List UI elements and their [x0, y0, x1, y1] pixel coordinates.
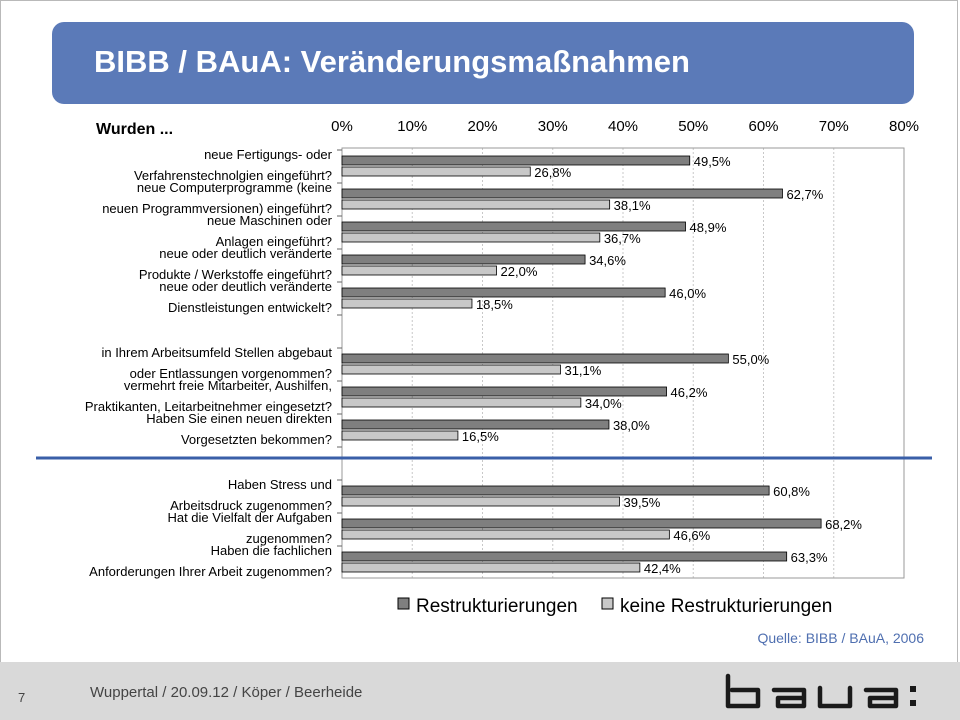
legend-label: Restrukturierungen: [416, 596, 578, 617]
footer-text: Wuppertal / 20.09.12 / Köper / Beerheide: [90, 684, 363, 701]
bar-restrukturierungen: [342, 222, 686, 231]
bar-restrukturierungen: [342, 189, 782, 198]
category-label: Produkte / Werkstoffe eingeführt?: [138, 267, 332, 282]
data-label: 36,7%: [603, 231, 641, 246]
category-label: Dienstleistungen entwickelt?: [167, 300, 332, 315]
source-note: Quelle: BIBB / BAuA, 2006: [757, 630, 924, 646]
category-label: neue Fertigungs- oder: [204, 147, 332, 162]
bar-restrukturierungen: [342, 255, 585, 264]
bar-keine-restrukturierungen: [342, 365, 560, 374]
x-tick-label: 80%: [888, 118, 920, 135]
bar-keine-restrukturierungen: [342, 497, 619, 506]
data-label: 55,0%: [732, 352, 770, 367]
category-label: in Ihrem Arbeitsumfeld Stellen abgebaut: [101, 345, 332, 360]
data-label: 46,0%: [669, 286, 707, 301]
bar-keine-restrukturierungen: [342, 167, 530, 176]
chart-title: Wurden ...: [96, 121, 174, 138]
data-label: 34,0%: [584, 396, 622, 411]
category-label: zugenommen?: [246, 531, 332, 546]
data-label: 26,8%: [534, 165, 572, 180]
data-label: 18,5%: [475, 297, 513, 312]
data-label: 38,0%: [612, 418, 650, 433]
category-label: Haben Sie einen neuen direkten: [146, 411, 332, 426]
x-tick-label: 60%: [748, 118, 779, 135]
category-label: Anforderungen Ihrer Arbeit zugenommen?: [89, 564, 332, 579]
page-number: 7: [18, 690, 26, 705]
category-label: vermehrt freie Mitarbeiter, Aushilfen,: [123, 378, 332, 393]
category-label: oder Entlassungen vorgenommen?: [129, 366, 332, 381]
data-label: 42,4%: [643, 561, 681, 576]
x-tick-label: 30%: [537, 118, 568, 135]
data-label: 48,9%: [689, 220, 727, 235]
x-tick-label: 20%: [467, 118, 498, 135]
data-label: 68,2%: [825, 517, 862, 532]
data-label: 31,1%: [564, 363, 602, 378]
x-tick-label: 40%: [607, 118, 639, 135]
category-label: neuen Programmversionen) eingeführt?: [102, 201, 332, 216]
bar-keine-restrukturierungen: [342, 530, 669, 539]
page-title: BIBB / BAuA: Veränderungsmaßnahmen: [94, 44, 690, 79]
data-label: 46,6%: [673, 528, 711, 543]
category-label: Praktikanten, Leitarbeitnehmer eingesetzt?: [84, 399, 332, 414]
category-label: neue oder deutlich veränderte: [159, 279, 332, 294]
data-label: 60,8%: [773, 484, 810, 499]
data-label: 22,0%: [500, 264, 538, 279]
data-label: 63,3%: [790, 550, 828, 565]
bar-keine-restrukturierungen: [342, 398, 581, 407]
data-label: 16,5%: [461, 429, 499, 444]
legend-swatch-restrukturierungen: [398, 598, 409, 609]
bar-keine-restrukturierungen: [342, 563, 640, 572]
legend-label: keine Restrukturierungen: [620, 596, 833, 617]
data-label: 49,5%: [693, 154, 731, 169]
data-label: 62,7%: [786, 187, 824, 202]
x-tick-label: 10%: [397, 118, 428, 135]
bar-restrukturierungen: [342, 519, 821, 528]
category-label: neue Computerprogramme (keine: [136, 180, 332, 195]
x-tick-label: 70%: [818, 118, 849, 135]
bar-restrukturierungen: [342, 387, 667, 396]
data-label: 39,5%: [623, 495, 661, 510]
x-tick-label: 0%: [331, 118, 353, 135]
data-label: 34,6%: [589, 253, 626, 268]
bar-keine-restrukturierungen: [342, 431, 458, 440]
category-label: Hat die Vielfalt der Aufgaben: [167, 510, 332, 525]
baua-logo: [724, 670, 934, 714]
bar-restrukturierungen: [342, 354, 728, 363]
footer: [0, 662, 960, 720]
legend-swatch-keine-restrukturierungen: [602, 598, 613, 609]
bar-restrukturierungen: [342, 156, 690, 165]
category-label: Haben Stress und: [227, 477, 332, 492]
category-label: Arbeitsdruck zugenommen?: [170, 498, 332, 513]
bar-restrukturierungen: [342, 420, 609, 429]
category-label: neue Maschinen oder: [206, 213, 332, 228]
category-label: neue oder deutlich veränderte: [159, 246, 332, 261]
bar-keine-restrukturierungen: [342, 233, 600, 242]
bar-keine-restrukturierungen: [342, 266, 497, 275]
category-label: Verfahrenstechnolgien eingeführt?: [133, 168, 332, 183]
category-label: Haben die fachlichen: [210, 543, 332, 558]
bar-keine-restrukturierungen: [342, 299, 472, 308]
category-label: Vorgesetzten bekommen?: [180, 432, 332, 447]
bar-restrukturierungen: [342, 552, 787, 561]
bar-restrukturierungen: [342, 288, 665, 297]
category-label: Anlagen eingeführt?: [215, 234, 332, 249]
data-label: 46,2%: [670, 385, 708, 400]
data-label: 38,1%: [613, 198, 651, 213]
bar-restrukturierungen: [342, 486, 769, 495]
bar-keine-restrukturierungen: [342, 200, 610, 209]
x-tick-label: 50%: [678, 118, 709, 135]
